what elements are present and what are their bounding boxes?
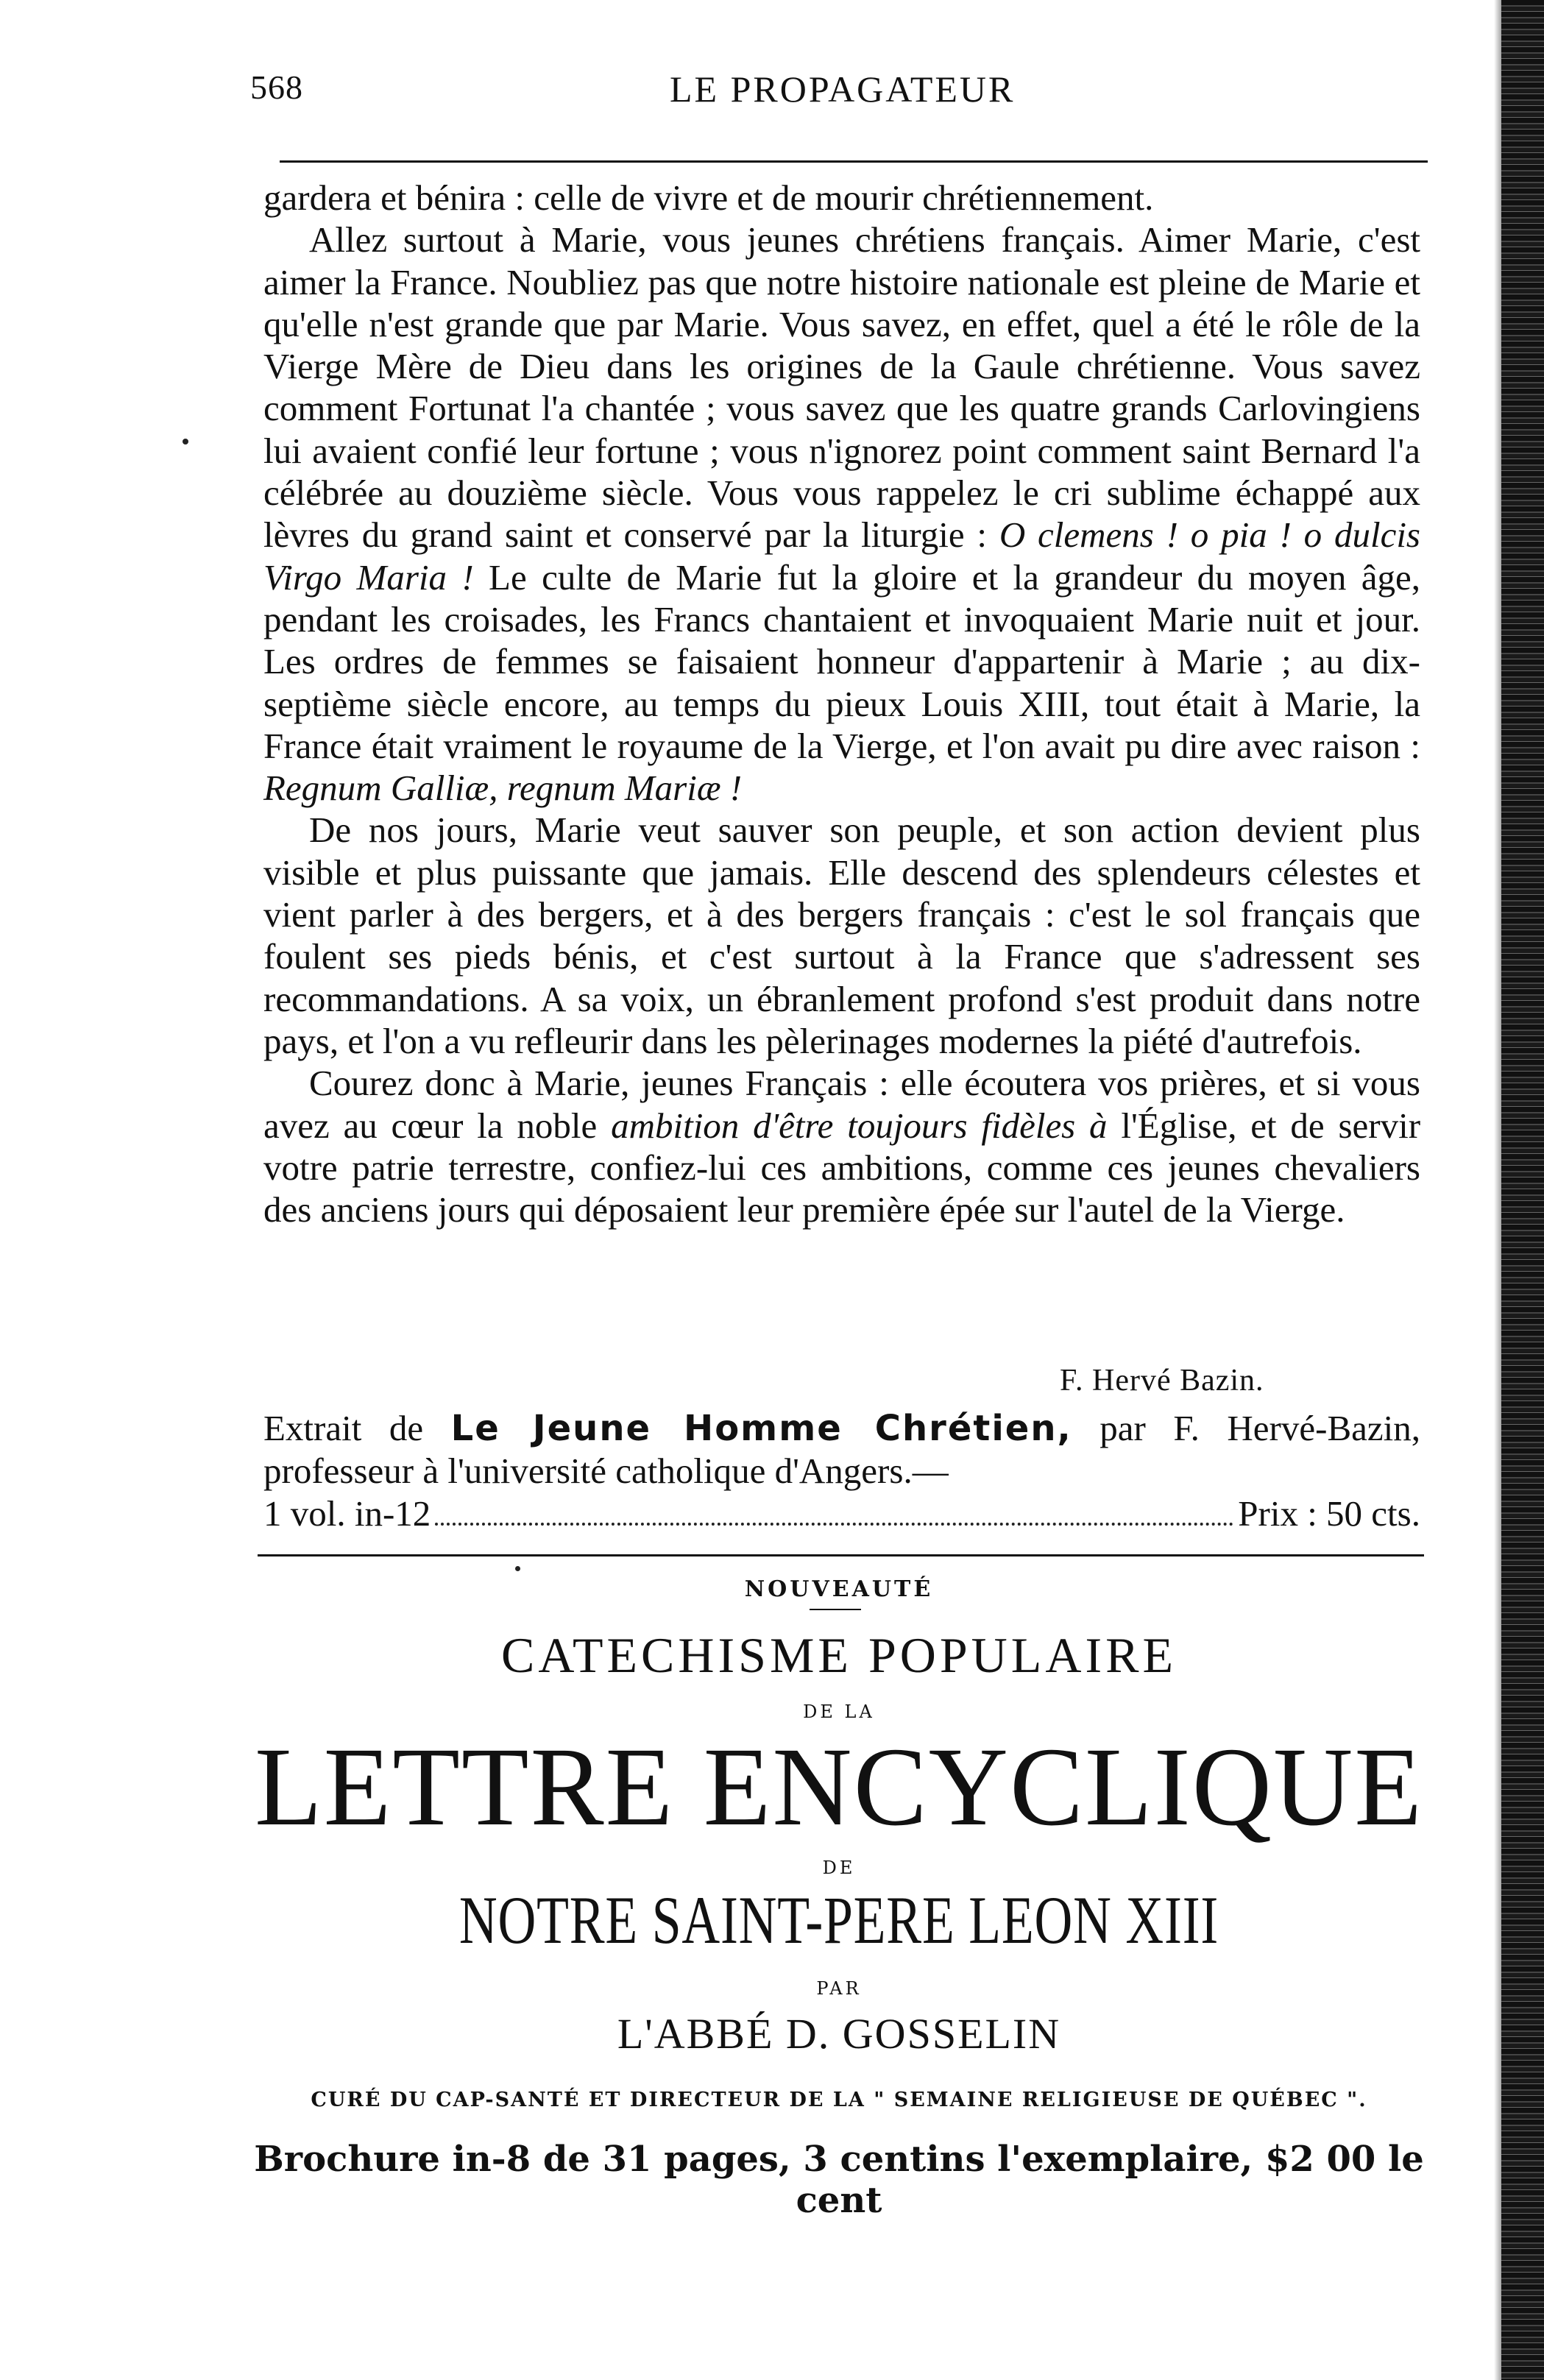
ink-speck-2 [515,1566,520,1571]
paragraph-4-part-b: l'Église, et de servir votre patrie terrestre, confiez-lui ces ambitions, comme ces jeunes chevaliers des anciens jours qui déposaient leur première épée sur l'autel de la Vierge. [263,1105,1421,1230]
advert-title-line-4: DE [822,1857,856,1878]
advert-title-line-2: DE LA [803,1701,875,1722]
paragraph-2-continued: Le culte de Marie fut la gloire et la grandeur du moyen âge, pendant les croisades, les Francs chantaient et invoquaient Marie nuit et jour. Les ordres de femmes se faisaient honneur d'appartenir à Marie ; au dix-septième siècle encore, au temps du pieux Louis XIII, tout était à Marie, la France était vraiment le royaume de la Vierge, et l'on avait pu dire avec raison : [263,556,1420,766]
page-header [250,68,1428,119]
advert-nouveaute: NOUVEAUTÉ [744,1576,934,1602]
paragraph-4-part-a: Courez donc à Marie, jeunes Français : elle écoutera vos prières, et si vous avez au cœur la noble [263,1063,1420,1146]
book-price: Prix : 50 cts. [1238,1493,1420,1534]
paragraph-4 [263,1062,1420,1230]
header-rule [280,160,1428,163]
book-title: Le Jeune Homme Chrétien, [450,1408,1072,1449]
advert-author-role: CURÉ DU CAP-SANTÉ ET DIRECTEUR DE LA " SEMAINE RELIGIEUSE DE QUÉBEC ". [311,2089,1367,2111]
book-extract-notice [263,1407,1420,1535]
article-body [263,177,1420,1230]
dot-leader [435,1523,1233,1526]
paragraph-4-italic: ambition d'être toujours fidèles à [611,1105,1108,1146]
volume-format: 1 vol. in-12 [263,1493,431,1534]
price-line [263,1492,1420,1535]
advert-price-line: Brochure in-8 de 31 pages, 3 centins l'exemplaire, $2 00 le cent [254,2139,1424,2221]
advert-author: L'ABBÉ D. GOSSELIN [617,2010,1061,2058]
running-title: LE PROPAGATEUR [670,68,1016,110]
extract-prefix: Extrait de [263,1408,424,1448]
paragraph-1: gardera et bénira : celle de vivre et de mourir chrétiennement. [263,177,1154,218]
advert-title-line-1: CATECHISME POPULAIRE [501,1627,1177,1683]
author-signature: F. Hervé Bazin. [1060,1364,1264,1398]
paragraph-2-text: Allez surtout à Marie, vous jeunes chrétiens français. Aimer Marie, c'est aimer la France. Noubliez pas que notre histoire nationale est pleine de Marie et qu'elle n'est grande que par Marie. Vous savez, en effet, quel a été le rôle de la Vierge Mère de Dieu dans les origines de la Gaule chrétienne. Vous savez comment Fortunat l'a chantée ; vous savez que les quatre grands Carlovingiens lui avaient confié leur fortune ; vous n'ignorez point comment saint Bernard l'a célébrée au douzième siècle. Vous vous rappelez le cri sublime échappé aux lèvres du grand saint et conservé par la liturgie : [263,219,1420,556]
advert-title-line-3: LETTRE ENCYCLIQUE [255,1724,1423,1849]
scan-edge [1501,0,1544,2380]
paragraph-2 [263,219,1420,809]
advert-rule [258,1554,1424,1556]
advert-title-line-5: NOTRE SAINT-PERE LEON XIII [458,1883,1219,1958]
extract-rest: par F. Hervé-Bazin, professeur à l'université catholique d'Angers.— [263,1408,1420,1491]
paragraph-3: De nos jours, Marie veut sauver son peuple, et son action devient plus visible et plus puissante que jamais. Elle descend des splendeurs célestes et vient parler à des bergers, et à des bergers français : c'est le sol français que foulent ses pieds bénis, et c'est surtout à la France que s'adressent ses recommandations. A sa voix, un ébranlement profond s'est produit dans notre pays, et l'on a vu refleurir dans les pèlerinages modernes la piété d'autrefois. [263,810,1420,1061]
advert-title-line-6: PAR [816,1978,862,1999]
latin-quote: O clemens ! o pia ! o dulcis Virgo Maria ! [263,514,1421,598]
latin-quote-2: Regnum Galliæ, regnum Mariæ ! [263,768,743,809]
extract-text [263,1407,1420,1492]
page-number: 568 [250,68,303,106]
nouveaute-underline [810,1609,861,1610]
ink-speck [183,439,188,445]
